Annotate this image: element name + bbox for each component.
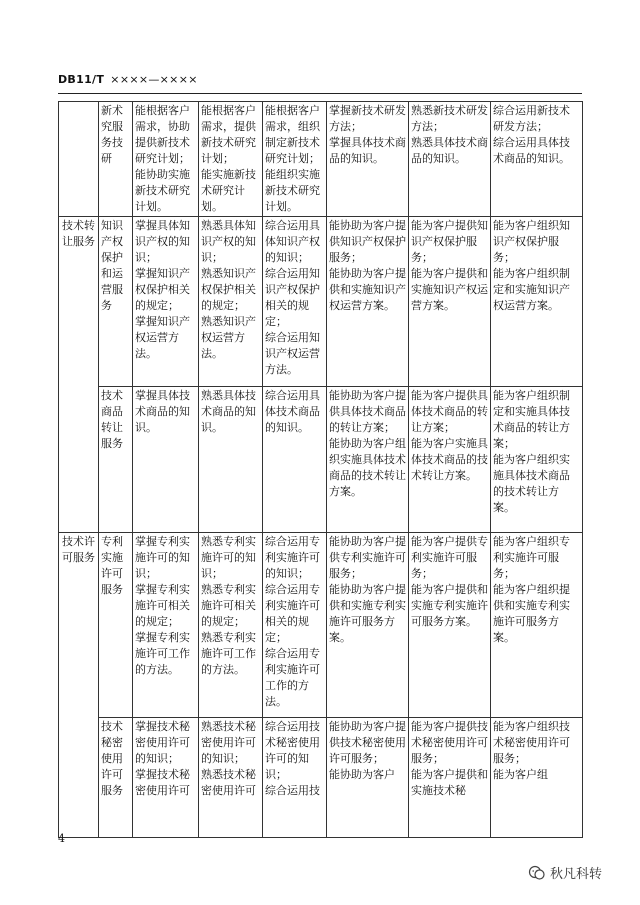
requirement-item: 熟悉新技术研发方法； (411, 104, 488, 133)
subcategory-cell: 技术商品转让服务 (99, 387, 133, 533)
requirement-item: 能协助为客户 (329, 768, 395, 781)
requirement-item: 掌握知识产权运营方法。 (135, 315, 190, 360)
header-doc-id: DB11/T (58, 73, 105, 86)
requirement-item: 能为客户组织实施具体技术商品的技术转让方案。 (493, 453, 570, 514)
requirement-item: 能实施新技术研究计划。 (201, 168, 256, 213)
requirement-item: 能为客户实施具体技术商品的技术转让方案。 (411, 437, 488, 482)
requirement-item: 能协助为客户组织实施具体技术商品的技术转让方案。 (329, 437, 406, 498)
requirement-cell (199, 102, 263, 217)
requirement-cell (491, 102, 583, 217)
requirement-item: 能为客户提供具体技术商品的转让方案； (411, 389, 488, 434)
watermark-text: 秋凡科转 (550, 867, 603, 882)
category-cell: 技术许可服务 (59, 533, 99, 838)
table-row (59, 102, 583, 217)
requirement-cell (491, 217, 583, 387)
requirement-item: 熟悉技术秘密使用许可 (201, 768, 256, 797)
requirement-item: 熟悉具体技术商品的知识。 (411, 136, 488, 165)
requirement-item: 掌握专利实施许可的知识； (135, 535, 190, 580)
requirement-item: 能根据客户需求，组织制定新技术研究计划； (265, 104, 320, 165)
requirement-item: 能根据客户需求，协助提供新技术研究计划； (135, 104, 190, 165)
subcategory-cell: 专利实施许可服务 (99, 533, 133, 718)
requirement-cell (491, 533, 583, 718)
requirement-item: 能为客户提供技术秘密使用许可服务； (411, 720, 488, 765)
requirement-item: 掌握技术秘密使用许可的知识； (135, 720, 190, 765)
requirement-item: 掌握新技术研发方法； (329, 104, 406, 133)
requirement-cell (327, 102, 409, 217)
requirement-cell (263, 102, 327, 217)
requirement-item: 综合运用知识产权保护相关的规定； (265, 267, 320, 328)
requirement-item: 能为客户组织制定和实施具体技术商品的转让方案； (493, 389, 570, 450)
requirement-item: 能协助为客户提供具体技术商品的转让方案； (329, 389, 406, 434)
requirement-item: 熟悉具体知识产权的知识； (201, 219, 256, 264)
requirement-item: 能为客户提供知识产权保护服务； (411, 219, 488, 264)
requirement-item: 能为客户组织制定和实施知识产权运营方案。 (493, 267, 570, 312)
page-number: 4 (58, 832, 65, 845)
requirement-item: 综合运用具体技术商品的知识。 (265, 389, 320, 434)
requirement-item: 能为客户提供和实施专利实施许可服务方案。 (411, 583, 488, 628)
requirement-item: 掌握技术秘密使用许可 (135, 768, 190, 797)
requirement-item: 能根据客户需求，提供新技术研究计划； (201, 104, 256, 165)
requirement-cell (491, 718, 583, 838)
requirement-item: 能为客户提供和实施技术秘 (411, 768, 488, 797)
requirement-item: 能协助实施新技术研究计划。 (135, 168, 190, 213)
requirement-item: 综合运用新技术研发方法； (493, 104, 570, 133)
requirement-item: 综合运用具体知识产权的知识； (265, 219, 320, 264)
requirement-item: 熟悉知识产权保护相关的规定； (201, 267, 256, 312)
requirement-cell (409, 217, 491, 387)
requirement-cell (263, 217, 327, 387)
requirement-cell (327, 387, 409, 533)
requirement-item: 熟悉知识产权运营方法。 (201, 315, 256, 360)
requirement-item: 熟悉专利实施许可相关的规定； (201, 583, 256, 628)
requirement-cell (199, 387, 263, 533)
requirement-item: 能协助为客户提供和实施专利实施许可服务方案。 (329, 583, 406, 644)
requirement-item: 熟悉具体技术商品的知识。 (201, 389, 256, 434)
requirement-item: 综合运用专利实施许可相关的规定； (265, 583, 320, 644)
requirement-cell (263, 533, 327, 718)
requirement-item: 综合运用技 (265, 784, 320, 797)
requirement-item: 能为客户组织提供和实施专利实施许可服务方案。 (493, 583, 570, 644)
header-rule (58, 93, 582, 94)
requirement-cell (491, 387, 583, 533)
subcategory-cell: 新术究服务技研 (99, 102, 133, 217)
requirement-item: 能协助为客户提供和实施知识产权运营方案。 (329, 267, 406, 312)
requirement-cell (327, 533, 409, 718)
requirement-cell (327, 718, 409, 838)
requirement-item: 综合运用具体技术商品的知识。 (493, 136, 570, 165)
requirement-cell (133, 533, 199, 718)
requirement-cell (409, 718, 491, 838)
requirement-item: 能组织实施新技术研究计划。 (265, 168, 320, 213)
requirement-cell (133, 718, 199, 838)
watermark (528, 863, 602, 882)
table-row (59, 718, 583, 838)
category-cell (59, 102, 99, 217)
requirement-item: 能为客户提供和实施知识产权运营方案。 (411, 267, 488, 312)
requirement-item: 掌握具体知识产权的知识； (135, 219, 190, 264)
requirement-item: 掌握具体技术商品的知识。 (329, 136, 406, 165)
category-cell: 技术转让服务 (59, 217, 99, 533)
wechat-icon (528, 864, 546, 882)
requirement-item: 能为客户组织知识产权保护服务； (493, 219, 570, 264)
requirement-cell (409, 102, 491, 217)
requirement-cell (409, 533, 491, 718)
requirement-item: 能为客户提供专利实施许可服务； (411, 535, 488, 580)
requirement-item: 能协助为客户提供专利实施许可服务； (329, 535, 406, 580)
requirement-cell (199, 718, 263, 838)
requirement-cell (199, 217, 263, 387)
requirement-cell (133, 387, 199, 533)
header-doc-code: ××××—×××× (110, 73, 198, 86)
requirement-cell (263, 387, 327, 533)
requirement-item: 掌握专利实施许可相关的规定； (135, 583, 190, 628)
requirement-item: 综合运用知识产权运营方法。 (265, 331, 320, 376)
requirement-item: 熟悉技术秘密使用许可的知识； (201, 720, 256, 765)
requirement-cell (199, 533, 263, 718)
requirement-item: 能协助为客户提供技术秘密使用许可服务； (329, 720, 406, 765)
requirement-item: 熟悉专利实施许可工作的方法。 (201, 631, 256, 676)
requirement-cell (133, 217, 199, 387)
requirement-item: 综合运用专利实施许可工作的方法。 (265, 647, 320, 708)
requirement-cell (409, 387, 491, 533)
requirement-item: 能为客户组织专利实施许可服务； (493, 535, 570, 580)
requirement-item: 掌握具体技术商品的知识。 (135, 389, 190, 434)
requirement-cell (263, 718, 327, 838)
requirement-item: 熟悉专利实施许可的知识； (201, 535, 256, 580)
document-header (58, 73, 198, 86)
requirement-item: 掌握知识产权保护相关的规定； (135, 267, 190, 312)
requirement-cell (327, 217, 409, 387)
table-row (59, 533, 583, 718)
table-row (59, 217, 583, 387)
table-row (59, 387, 583, 533)
requirement-item: 能为客户组 (493, 768, 548, 781)
requirement-item: 能为客户组织技术秘密使用许可服务； (493, 720, 570, 765)
requirement-item: 综合运用技术秘密使用许可的知识； (265, 720, 320, 781)
requirement-item: 综合运用专利实施许可的知识； (265, 535, 320, 580)
subcategory-cell: 技术秘密使用许可服务 (99, 718, 133, 838)
requirement-item: 掌握专利实施许可工作的方法。 (135, 631, 190, 676)
requirement-cell (133, 102, 199, 217)
requirement-item: 能协助为客户提供知识产权保护服务； (329, 219, 406, 264)
subcategory-cell: 知识产权保护和运营服务 (99, 217, 133, 387)
competency-table (58, 101, 583, 838)
